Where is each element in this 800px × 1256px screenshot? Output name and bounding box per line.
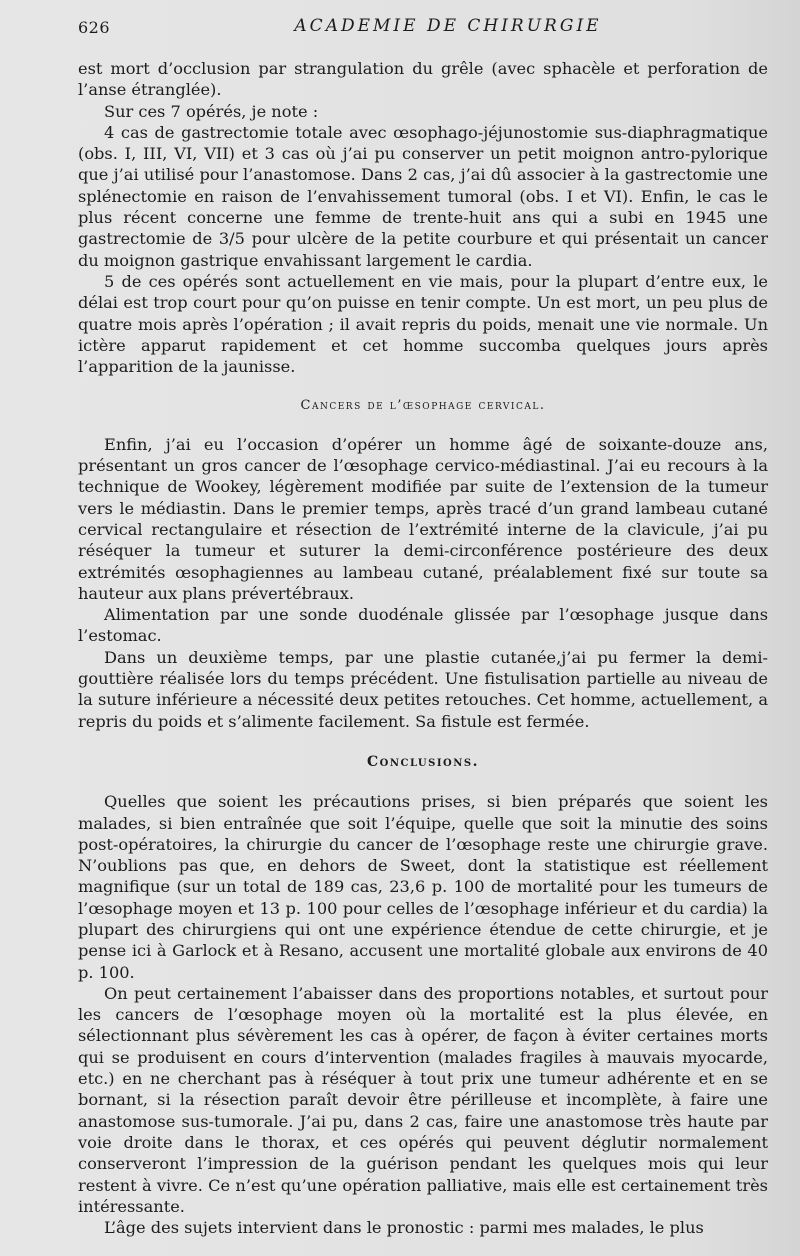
paragraph: 5 de ces opérés sont actuellement en vie mais, pour la plupart d’entre eux, le délai est trop court pour qu’on puisse en tenir compte. Un est mort, un peu plus de quatre mois après l’opération ; il avait repris du poids, menait une vie normale. Un ictère apparut rapidement et cet homme succomba quelques jours après l’apparition de la jaunisse. [78,271,768,377]
paragraph: On peut certainement l’abaisser dans des proportions notables, et surtout pour les cancers de l’œsophage moyen où la mortalité est la plus élevée, en sélectionnant plus sévèrement les cas à opérer, de façon à éviter certaines morts qui se produisent en cours d’intervention (malades fragiles à mauvais myocarde, etc.) en ne cherchant pas à réséquer à tout prix une tumeur adhérente et en se bornant, si la résection paraît devoir être périlleuse et incomplète, à faire une anastomose sus-tumorale. J’ai pu, dans 2 cas, faire une anastomose très haute par voie droite dans le thorax, et ces opérés qui peuvent déglutir normalement conserveront l’impression de la guérison pendant les quelques mois qui leur restent à vivre. Ce n’est qu’une opération palliative, mais elle est certainement très intéressante. [78,983,768,1216]
journal-title: ACADEMIE DE CHIRURGIE [294,16,602,36]
paragraph: Sur ces 7 opérés, je note : [104,101,319,121]
paragraph: Alimentation par une sonde duodénale glissée par l’œsophage jusque dans l’estomac. [78,605,768,646]
section-heading-cancer-oesophage-cervical: Cancers de l’œsophage cervical. [300,398,546,414]
section-heading-conclusions: Conclusions. [366,753,479,770]
paragraph: L’âge des sujets intervient dans le pronostic : parmi mes malades, le plus [104,1218,704,1238]
paragraph: 4 cas de gastrectomie totale avec œsophago-jéjunostomie sus-diaphragmatique (obs. I, III, VI, VII) et 3 cas où j’ai pu conserver un petit moignon antro-pylorique que j’ai utilisé pour l’anastomose. Dans 2 cas, j’ai dû associer à la gastrectomie une splénectomie en raison de l’envahissement tumoral (obs. I et VI). Enfin, le cas le plus récent concerne une femme de trente-huit ans qui a subi en 1945 une gastrectomie de 3/5 pour ulcère de la petite courbure et qui présentait un cancer du moignon gastrique envahissant largement le cardia. [78,122,768,270]
paragraph-continuation: est mort d’occlusion par strangulation du grêle (avec sphacèle et perforation de l’anse étranglée). [78,59,768,100]
paragraph: Enfin, j’ai eu l’occasion d’opérer un homme âgé de soixante-douze ans, présentant un gros cancer de l’œsophage cervico-médiastinal. J’ai eu recours à la technique de Wookey, légèrement modifiée par suite de l’extension de la tumeur vers le médiastin. Dans le premier temps, après tracé d’un grand lambeau cutané cervical rectangulaire et résection de l’extrémité interne de la clavicule, j’ai pu réséquer la tumeur et suturer la demi-circonférence postérieure des deux extrémités œsophagiennes au lambeau cutané, préalablement fixé sur toute sa hauteur aux plans prévertébraux. [78,434,768,603]
running-head [78,16,768,44]
paragraph: Quelles que soient les précautions prises, si bien préparés que soient les malades, si bien entraînée que soit l’équipe, quelle que soit la minutie des soins post-opératoires, la chirurgie du cancer de l’œsophage reste une chirurgie grave. N’oublions pas que, en dehors de Sweet, dont la statistique est réellement magnifique (sur un total de 189 cas, 23,6 p. 100 de mortalité pour les tumeurs de l’œsophage moyen et 13 p. 100 pour celles de l’œsophage inférieur et du cardia) la plupart des chirurgiens qui ont une expérience étendue de cette chirurgie, et je pense ici à Garlock et à Resano, accusent une mortalité globale aux environs de 40 p. 100. [78,792,768,982]
paragraph: Dans un deuxième temps, par une plastie cutanée,j’ai pu fermer la demi-gouttière réalisée lors du temps précédent. Une fistulisation partielle au niveau de la suture inférieure a nécessité deux petites retouches. Cet homme, actuellement, a repris du poids et s’alimente facilement. Sa fistule est fermée. [78,647,768,731]
page-number: 626 [78,18,111,37]
body-text [78,58,768,1238]
